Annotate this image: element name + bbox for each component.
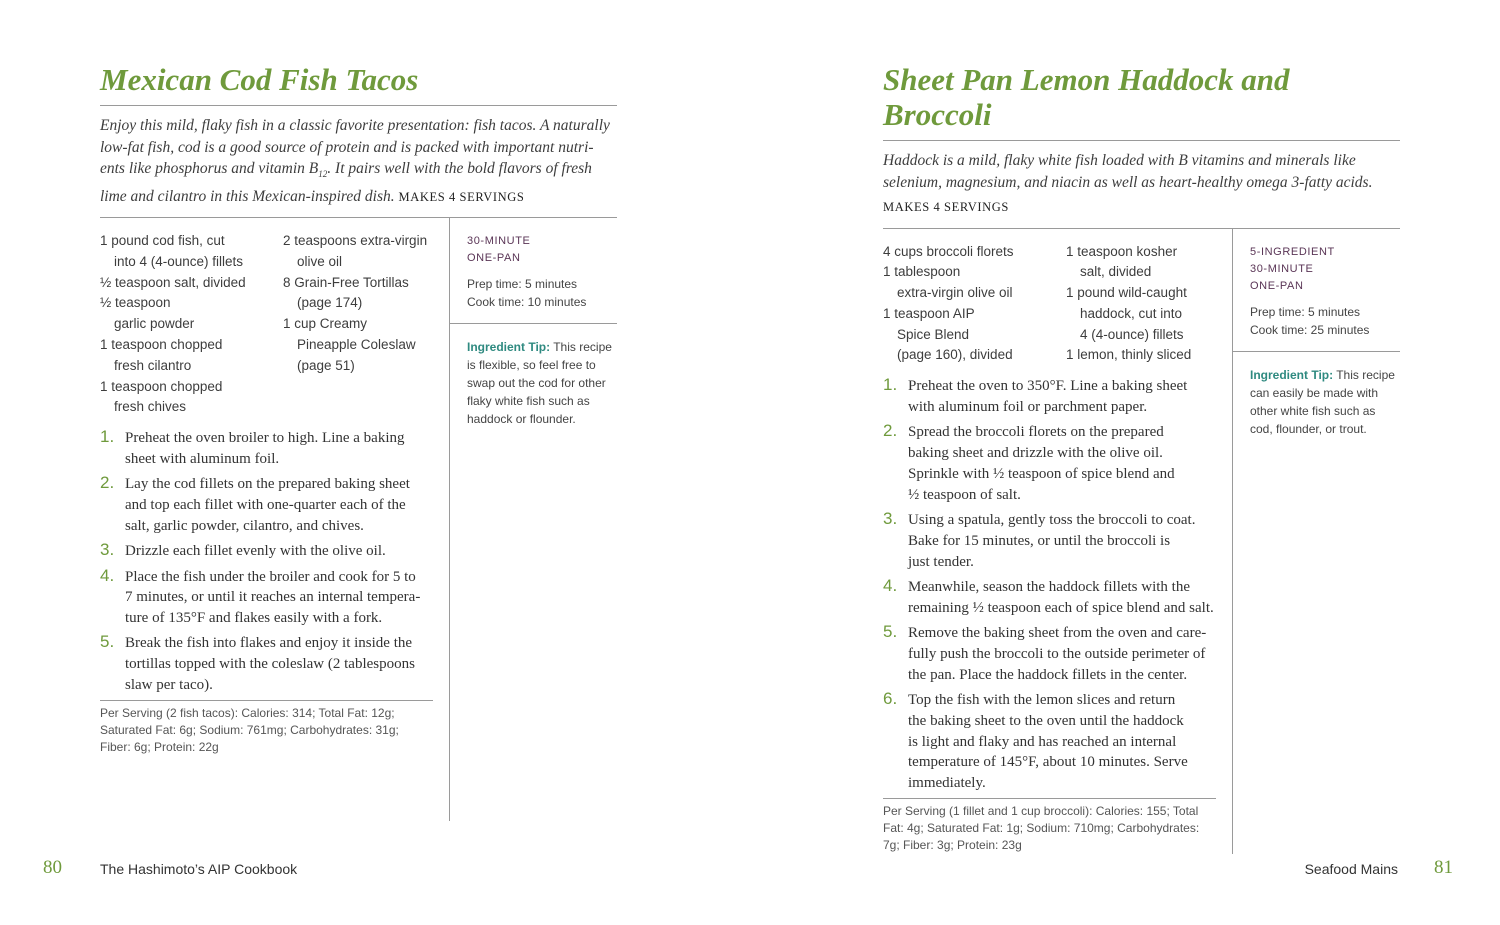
recipe-body xyxy=(100,218,617,821)
step xyxy=(883,422,1232,505)
prep-time: Prep time: 5 minutes xyxy=(1250,304,1361,319)
step-number: 2. xyxy=(883,421,898,441)
step xyxy=(100,633,449,695)
ingredient: 1 pound wild-caught haddock, cut into 4 (4-ounce) fillets xyxy=(1066,285,1187,342)
step-number: 5. xyxy=(883,622,898,642)
step-text: Preheat the oven to 350°F. Line a baking sheet with aluminum foil or parchment paper. xyxy=(908,378,1188,416)
step xyxy=(100,541,449,562)
left-page xyxy=(100,62,617,821)
step-number: 4. xyxy=(883,575,898,595)
right-page xyxy=(883,62,1400,854)
page-number: 80 xyxy=(43,857,62,878)
ingredient-tip xyxy=(450,324,617,428)
ingredient: 1 pound cod fish, cut into 4 (4-ounce) fillets xyxy=(100,233,244,269)
step-number: 4. xyxy=(100,565,115,585)
ingredients-col-2 xyxy=(1066,242,1232,367)
step-number: 5. xyxy=(100,632,115,652)
step-text: Remove the baking sheet from the oven and care- fully push the broccoli to the outside perimeter of the pan. Place the haddock fillets in the center. xyxy=(908,625,1207,683)
ingredient: 1 tablespoon extra-virgin olive oil xyxy=(883,264,1013,301)
step-number: 1. xyxy=(883,375,898,395)
recipe-sidebar xyxy=(1232,229,1400,855)
ingredient: ½ teaspoon salt, divided xyxy=(100,274,246,290)
ingredients-col-1 xyxy=(883,242,1066,367)
recipe-sidebar xyxy=(449,218,617,821)
step xyxy=(883,510,1232,572)
step-text: Top the fish with the lemon slices and return the baking sheet to the oven until the haddock is light and flaky and has reached an internal temperature of 145°F, about 10 minutes. Serve immediately. xyxy=(908,691,1188,792)
step xyxy=(100,567,449,629)
step-text: Preheat the oven broiler to high. Line a baking sheet with aluminum foil. xyxy=(125,430,405,468)
nutrition-section xyxy=(100,700,433,756)
tip-label: Ingredient Tip: xyxy=(1250,367,1334,382)
tag: 30-MINUTE xyxy=(467,235,531,248)
divider xyxy=(100,105,617,106)
ingredient: 4 cups broccoli florets xyxy=(883,243,1014,259)
step xyxy=(883,623,1232,685)
ingredient: 1 lemon, thinly sliced xyxy=(1066,347,1192,363)
step-number: 1. xyxy=(100,427,115,447)
step xyxy=(100,474,449,536)
recipe-title: Sheet Pan Lemon Haddock and Broccoli xyxy=(883,62,1290,132)
step-text: Break the fish into flakes and enjoy it inside the tortillas topped with the coleslaw (2 tablespoons slaw per taco). xyxy=(125,635,415,694)
nutrition-info: Per Serving (1 fillet and 1 cup broccoli): Calories: 155; Total Fat: 4g; Saturated Fat: 1g; Sodium: 710mg; Carbohydrates: 7g; Fiber: 3g; Protein: 23g xyxy=(883,804,1200,853)
ingredients xyxy=(883,242,1232,367)
step-text: Meanwhile, season the haddock fillets with the remaining ½ teaspoon each of spice blend and salt. xyxy=(908,578,1214,616)
recipe-meta xyxy=(450,218,617,324)
running-head: The Hashimoto’s AIP Cookbook xyxy=(100,861,298,877)
ingredient: 1 teaspoon AIP Spice Blend (page 160), divided xyxy=(883,305,1013,363)
steps-list xyxy=(883,376,1232,794)
step xyxy=(100,428,449,470)
recipe-description xyxy=(100,115,617,208)
step-text: Place the fish under the broiler and cook for 5 to 7 minutes, or until it reaches an internal tempera- ture of 135°F and flakes easily with a fork. xyxy=(125,568,421,627)
tag: 30-MINUTE xyxy=(1250,262,1314,275)
ingredients-col-1 xyxy=(100,231,283,418)
tag: 5-INGREDIENT xyxy=(1250,245,1335,258)
servings: MAKES 4 SERVINGS xyxy=(883,200,1009,214)
description-text: Enjoy this mild, flaky fish in a classic favorite presentation: fish tacos. A naturally low-fat fish, cod is a good source of protein and is packed with important nutri-ents like phosphorus and vitamin B xyxy=(100,117,610,177)
ingredient: 1 teaspoon chopped fresh chives xyxy=(100,378,223,415)
divider xyxy=(883,140,1400,141)
ingredient: ½ teaspoon garlic powder xyxy=(100,295,195,332)
recipe-main-column xyxy=(100,218,449,821)
ingredients-col-2 xyxy=(283,231,449,418)
cook-time: Cook time: 25 minutes xyxy=(1250,322,1370,337)
nutrition-info: Per Serving (2 fish tacos): Calories: 314; Total Fat: 12g; Saturated Fat: 6g; Sodium: 761mg; Carbohydrates: 31g; Fiber: 6g; Protein: 22g xyxy=(100,706,399,755)
ingredient: 1 cup Creamy Pineapple Coleslaw (page 51) xyxy=(283,316,416,373)
recipe-meta xyxy=(1233,229,1400,352)
step-text: Using a spatula, gently toss the broccoli to coat. Bake for 15 minutes, or until the broccoli is just tender. xyxy=(908,512,1196,570)
tip-text: This recipe is flexible, so feel free to swap out the cod for other flaky white fish such as haddock or flounder. xyxy=(467,340,612,427)
recipe-title: Mexican Cod Fish Tacos xyxy=(100,62,419,97)
recipe-description xyxy=(883,150,1400,219)
nutrition-section xyxy=(883,798,1216,854)
page-number: 81 xyxy=(1434,857,1453,878)
description-text-end: . It pairs well with the bold flavors of fresh lime and cilantro in this Mexican-inspired dish. xyxy=(100,160,592,205)
step-text: Drizzle each fillet evenly with the olive oil. xyxy=(125,543,386,560)
step xyxy=(883,690,1232,794)
tag: ONE-PAN xyxy=(1250,279,1304,292)
tag: ONE-PAN xyxy=(467,252,521,265)
step-text: Spread the broccoli florets on the prepared baking sheet and drizzle with the olive oil. Sprinkle with ½ teaspoon of spice blend and ½ teaspoon of salt. xyxy=(908,424,1175,503)
step xyxy=(883,577,1232,619)
recipe-main-column xyxy=(883,229,1232,855)
recipe-body xyxy=(883,229,1400,855)
ingredient: 1 teaspoon chopped fresh cilantro xyxy=(100,337,223,373)
running-head: Seafood Mains xyxy=(1304,861,1398,877)
step-number: 3. xyxy=(883,509,898,529)
tip-text: This recipe can easily be made with other white fish such as cod, flounder, or trout. xyxy=(1250,367,1395,436)
tip-label: Ingredient Tip: xyxy=(467,340,551,355)
steps-list xyxy=(100,428,449,696)
step-text: Lay the cod fillets on the prepared baking sheet and top each fillet with one-quarter each of the salt, garlic powder, cilantro, and chives. xyxy=(125,476,410,534)
step xyxy=(883,376,1232,418)
ingredients xyxy=(100,231,449,418)
ingredient-tip xyxy=(1233,352,1400,438)
servings: MAKES 4 SERVINGS xyxy=(398,189,525,204)
ingredient: 2 teaspoons extra-virgin olive oil xyxy=(283,233,428,269)
ingredient: 8 Grain-Free Tortillas (page 174) xyxy=(283,274,409,311)
step-number: 3. xyxy=(100,540,115,560)
description-text: Haddock is a mild, flaky white fish loaded with B vitamins and minerals like selenium, magnesium, and niacin as well as heart-healthy omega 3-fatty acids. xyxy=(883,152,1373,191)
step-number: 6. xyxy=(883,688,898,708)
prep-time: Prep time: 5 minutes xyxy=(467,277,578,292)
subscript: 12 xyxy=(318,169,328,180)
cook-time: Cook time: 10 minutes xyxy=(467,295,587,310)
step-number: 2. xyxy=(100,473,115,493)
ingredient: 1 teaspoon kosher salt, divided xyxy=(1066,243,1178,280)
